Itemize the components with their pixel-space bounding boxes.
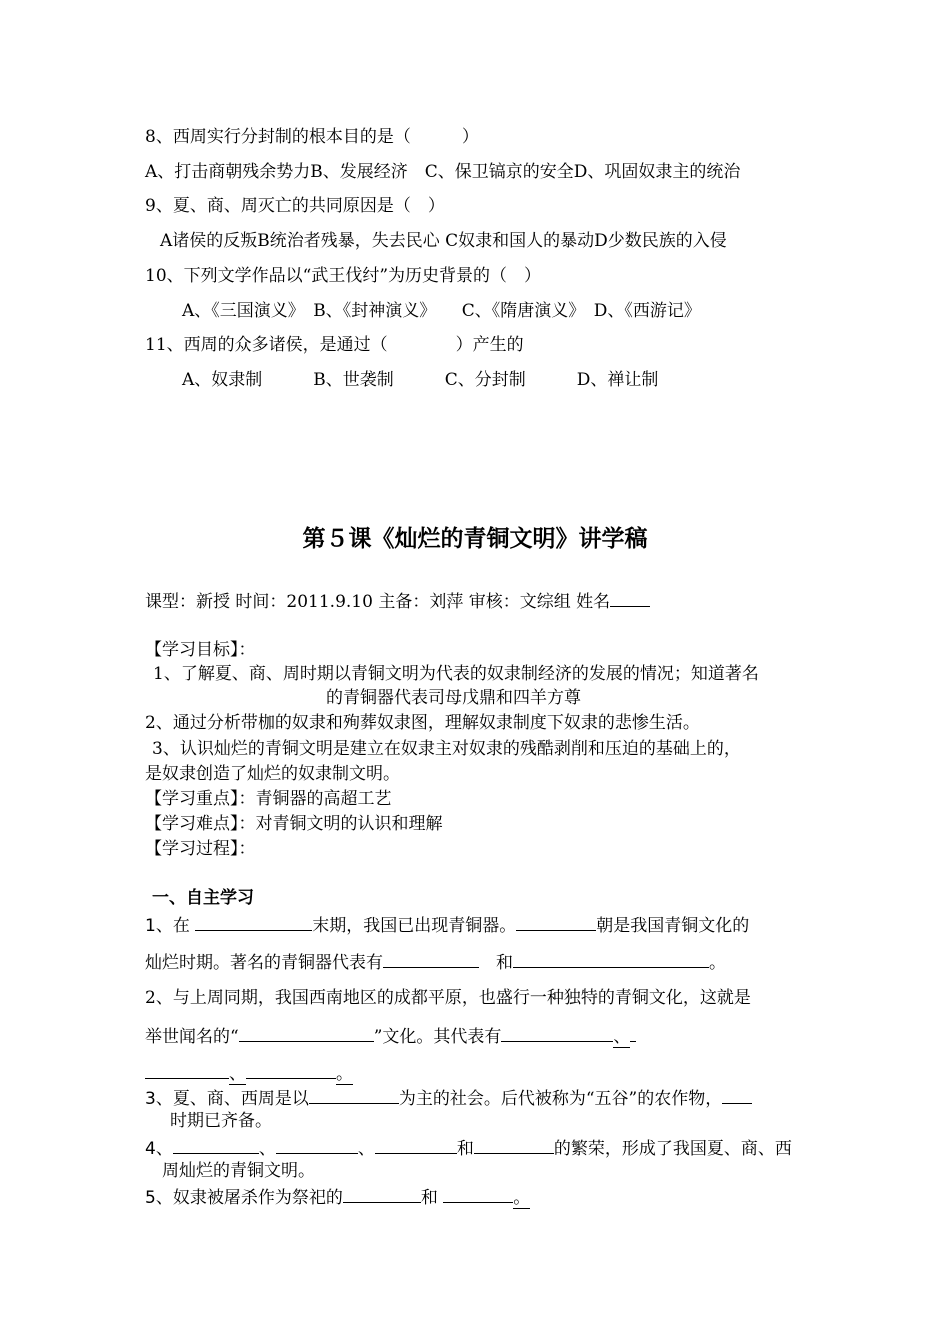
item-2-text-f: 。	[336, 1064, 353, 1084]
item-2-text-e: 、	[229, 1064, 246, 1084]
question-10-options: A、《三国演义》 B、《封神演义》 C、《隋唐演义》 D、《西游记》	[182, 301, 701, 321]
objective-1a: 1、了解夏、商、周时期以青铜文明为代表的奴隶制经济的发展的情况；知道著名	[153, 664, 759, 684]
difficulty: 【学习难点】：对青铜文明的认识和理解	[145, 814, 443, 834]
objective-3a: 3、认识灿烂的青铜文明是建立在奴隶主对奴隶的残酷剥削和压迫的基础上的，	[152, 739, 741, 759]
lesson-meta-text: 课型：新授 时间：2011.9.10 主备：刘萍 审核：文综组 姓名	[145, 592, 611, 612]
question-9: 9、夏、商、周灭亡的共同原因是（ ）	[145, 196, 445, 216]
item-3-line-2: 时期已齐备。	[170, 1111, 272, 1131]
item-4-text-c: 、	[357, 1139, 375, 1159]
item-5-line-1	[145, 1185, 530, 1209]
item-1-line-1	[145, 913, 749, 937]
question-10: 10、下列文学作品以“武王伐纣”为历史背景的（ ）	[145, 266, 542, 286]
item-2-line-1: 2、与上周同期，我国西南地区的成都平原，也盛行一种独特的青铜文化，这就是	[145, 988, 751, 1008]
process-heading: 【学习过程】：	[145, 839, 256, 859]
item-4-blank-2[interactable]	[276, 1136, 358, 1154]
item-4-blank-3[interactable]	[375, 1136, 457, 1154]
item-4-blank-1[interactable]	[173, 1136, 259, 1154]
item-3-blank-2[interactable]	[722, 1086, 752, 1104]
item-2-blank-4[interactable]	[246, 1061, 336, 1079]
item-4-text-d: 和	[456, 1139, 474, 1159]
item-1-text-e: 和	[479, 953, 513, 973]
item-4-text-b: 、	[258, 1139, 276, 1159]
item-1-blank-3[interactable]	[383, 950, 479, 968]
item-1-blank-1[interactable]	[195, 913, 312, 931]
item-1-text-a: 1、在	[145, 916, 196, 936]
item-5-blank-2[interactable]	[443, 1185, 513, 1203]
item-4-line-2: 周灿烂的青铜文明。	[162, 1161, 315, 1181]
item-1-line-2	[145, 950, 726, 974]
item-2-text-b: 举世闻名的“	[145, 1027, 239, 1047]
item-1-text-b: 末期，我国已出现青铜器。	[312, 916, 517, 936]
item-1-text-c: 朝是我国青铜文化的	[596, 916, 750, 936]
item-2-text-d: 、	[613, 1027, 631, 1047]
question-8: 8、西周实行分封制的根本目的是（ ）	[145, 127, 479, 147]
item-2-text-c: ”文化。其代表有	[373, 1027, 502, 1047]
item-3-line-1	[145, 1086, 752, 1110]
item-2-blank-2[interactable]	[501, 1024, 613, 1042]
question-11-options: A、奴隶制 B、世袭制 C、分封制 D、禅让制	[182, 370, 659, 390]
item-2-line-3	[145, 1061, 353, 1085]
question-11: 11、西周的众多诸侯，是通过（ ）产生的	[145, 335, 524, 355]
item-4-blank-4[interactable]	[474, 1136, 554, 1154]
item-1-blank-4[interactable]	[513, 950, 709, 968]
item-3-blank-1[interactable]	[309, 1086, 399, 1104]
item-3-text-a: 3、夏、商、西周是以	[145, 1089, 309, 1109]
self-study-heading: 一、自主学习	[152, 888, 254, 908]
key-point: 【学习重点】：青铜器的高超工艺	[145, 789, 392, 809]
item-2-blank-3[interactable]	[145, 1061, 229, 1079]
name-blank[interactable]	[610, 589, 650, 607]
item-5-text-c: 。	[513, 1188, 531, 1208]
item-1-text-d: 灿烂时期。著名的青铜器代表有	[145, 953, 383, 973]
lesson-title: 第５课《灿烂的青铜文明》讲学稿	[302, 526, 648, 552]
item-5-text-b: 和	[420, 1188, 444, 1208]
item-4-text-a: 4、	[145, 1139, 173, 1159]
objective-2: 2、通过分析带枷的奴隶和殉葬奴隶图，理解奴隶制度下奴隶的悲惨生活。	[145, 713, 700, 733]
lesson-meta	[145, 589, 650, 613]
item-1-text-f: 。	[709, 953, 726, 973]
item-5-text-a: 5、奴隶被屠杀作为祭祀的	[145, 1188, 343, 1208]
item-2-blank-1[interactable]	[239, 1024, 374, 1042]
objectives-heading: 【学习目标】：	[145, 640, 256, 660]
item-2-line-2	[145, 1024, 636, 1048]
question-9-options: A诸侯的反叛B统治者残暴，失去民心 C奴隶和国人的暴动D少数民族的入侵	[160, 231, 727, 251]
question-8-options: A、打击商朝残余势力B、发展经济 C、保卫镐京的安全D、巩固奴隶主的统治	[145, 162, 741, 182]
item-5-blank-1[interactable]	[343, 1185, 421, 1203]
objective-1b: 的青铜器代表司母戊鼎和四羊方尊	[326, 688, 581, 708]
objective-3b: 是奴隶创造了灿烂的奴隶制文明。	[145, 764, 400, 784]
item-3-text-b: 为主的社会。后代被称为“五谷”的农作物，	[398, 1089, 723, 1109]
item-4-line-1	[145, 1136, 792, 1160]
item-2-blank-tail	[630, 1024, 636, 1042]
item-1-blank-2[interactable]	[516, 913, 596, 931]
item-4-text-e: 的繁荣，形成了我国夏、商、西	[553, 1139, 792, 1159]
